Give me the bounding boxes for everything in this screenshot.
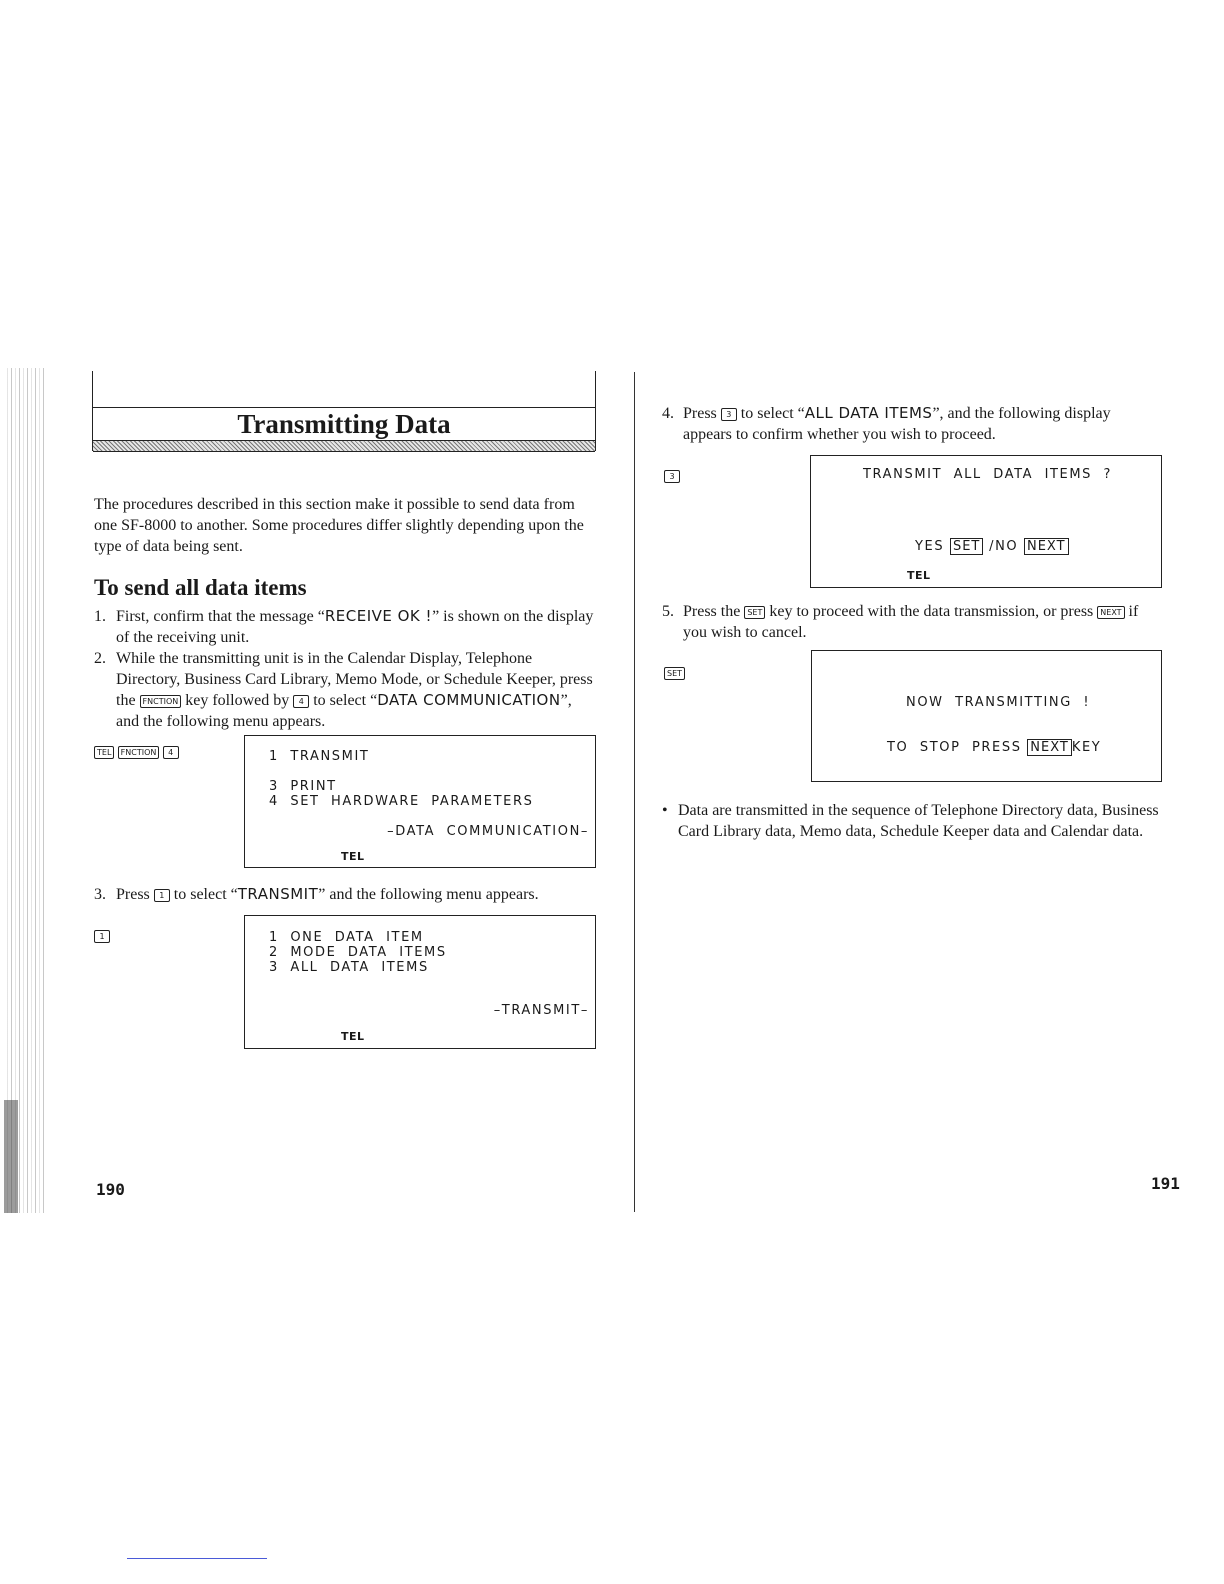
lcd-line-1: NOW TRANSMITTING ! bbox=[906, 695, 1091, 710]
lcd-to-stop: TO STOP PRESS bbox=[887, 740, 1022, 755]
lcd-yes-no bbox=[915, 539, 1069, 554]
step-2-text bbox=[116, 648, 596, 732]
step-4-post: ”, and the following display appears to confirm whether you wish to proceed. bbox=[683, 405, 1111, 443]
step-4-text bbox=[683, 403, 1162, 445]
step-4-pre: Press bbox=[683, 405, 717, 422]
key-1-icon: 1 bbox=[94, 930, 110, 943]
tel-key-icon: TEL bbox=[94, 746, 114, 759]
lcd-mode-indicator: TEL bbox=[341, 1030, 365, 1043]
step-3 bbox=[94, 884, 596, 905]
next-key-icon: NEXT bbox=[1027, 739, 1072, 756]
step-4 bbox=[662, 403, 1162, 445]
step-3-pre: Press bbox=[116, 886, 150, 903]
lcd-stop-line bbox=[887, 740, 1101, 755]
message-receive-ok: RECEIVE OK ! bbox=[324, 607, 433, 625]
step-5 bbox=[662, 601, 1162, 643]
bullet: • bbox=[662, 802, 668, 819]
step-1-post: ” is shown on the display of the receiving unit. bbox=[116, 608, 594, 646]
lcd-transmit-menu bbox=[244, 915, 596, 1049]
lcd-key-word: KEY bbox=[1071, 740, 1102, 755]
step-3-mid: to select “ bbox=[173, 886, 238, 903]
lcd-now-transmitting bbox=[811, 650, 1162, 782]
lcd-data-communication bbox=[244, 735, 596, 868]
lcd-footer: –DATA COMMUNICATION– bbox=[387, 824, 589, 839]
title-band bbox=[93, 440, 595, 452]
page-number-right: 191 bbox=[1151, 1174, 1180, 1193]
keys-row-1 bbox=[94, 744, 179, 760]
step-2-post: ”, and the following menu appears. bbox=[116, 692, 572, 730]
step-3-post: ” and the following menu appears. bbox=[318, 886, 539, 903]
set-key-icon: SET bbox=[950, 538, 983, 555]
step-2-mid2: to select “ bbox=[313, 692, 378, 709]
lcd-line-2: 2 MODE DATA ITEMS bbox=[269, 945, 447, 960]
title-rule bbox=[93, 407, 595, 408]
lcd-footer: –TRANSMIT– bbox=[493, 1003, 589, 1018]
page-number-left: 190 bbox=[96, 1180, 125, 1199]
step-2-mid: key followed by bbox=[185, 692, 290, 709]
step-5-text bbox=[683, 601, 1162, 643]
note-text: Data are transmitted in the sequence of Telephone Directory data, Business Card Library data, Memo data, Schedule Keeper data and Calendar data. bbox=[678, 802, 1159, 840]
step-1-pre: First, confirm that the message “ bbox=[116, 608, 325, 625]
key-4-icon: 4 bbox=[163, 746, 179, 759]
lcd-line-3: 3 PRINT bbox=[269, 779, 337, 794]
step-5-pre: Press the bbox=[683, 603, 741, 620]
binding-edge bbox=[4, 368, 44, 1213]
lcd-line-4: 4 SET HARDWARE PARAMETERS bbox=[269, 794, 534, 809]
lcd-line-1: 1 TRANSMIT bbox=[269, 749, 370, 764]
step-5-mid: key to proceed with the data transmission, or press bbox=[769, 603, 1094, 620]
step-2-pre: While the transmitting unit is in the Calendar Display, Telephone Directory, Business Card Library, Memo Mode, or Schedule Keeper, press the bbox=[116, 650, 593, 709]
key-1-icon: 1 bbox=[154, 889, 170, 902]
bottom-rule bbox=[127, 1558, 267, 1559]
binding-shadow bbox=[4, 1100, 18, 1213]
menu-all-data-items: ALL DATA ITEMS bbox=[804, 404, 933, 422]
menu-transmit: TRANSMIT bbox=[237, 885, 319, 903]
title-box bbox=[92, 371, 596, 451]
set-key-icon: SET bbox=[744, 606, 765, 619]
step-3-number: 3. bbox=[94, 886, 106, 903]
lcd-line-1: TRANSMIT ALL DATA ITEMS ? bbox=[863, 467, 1112, 482]
menu-data-communication: DATA COMMUNICATION bbox=[377, 691, 561, 709]
step-4-mid: to select “ bbox=[740, 405, 805, 422]
lcd-line-1: 1 ONE DATA ITEM bbox=[269, 930, 424, 945]
step-2-number: 2. bbox=[94, 650, 106, 667]
step-4-number: 4. bbox=[662, 405, 674, 422]
step-2 bbox=[94, 648, 596, 732]
key-3-icon: 3 bbox=[664, 470, 680, 483]
page-title: Transmitting Data bbox=[237, 409, 451, 439]
step-3-text bbox=[116, 884, 596, 905]
lcd-line-3: 3 ALL DATA ITEMS bbox=[269, 960, 429, 975]
step-1 bbox=[94, 606, 596, 648]
keys-row-2 bbox=[94, 928, 110, 944]
page-gutter bbox=[634, 372, 635, 1212]
lcd-yes: YES bbox=[915, 539, 945, 554]
lcd-confirm-transmit bbox=[810, 455, 1162, 588]
next-key-icon: NEXT bbox=[1024, 538, 1069, 555]
fnction-key-icon: FNCTION bbox=[140, 695, 182, 708]
intro-paragraph: The procedures described in this section make it possible to send data from one SF-8000 to another. Some procedures differ slightly depending upon the type of data being sent. bbox=[94, 496, 584, 555]
step-5-number: 5. bbox=[662, 603, 674, 620]
set-key-icon: SET bbox=[664, 667, 685, 680]
keys-row-4 bbox=[664, 665, 685, 681]
fnction-key-icon: FNCTION bbox=[118, 746, 160, 759]
next-key-icon: NEXT bbox=[1097, 606, 1124, 619]
lcd-mode-indicator: TEL bbox=[907, 569, 931, 582]
step-5-post: if you wish to cancel. bbox=[683, 603, 1139, 641]
lcd-no: /NO bbox=[989, 539, 1019, 554]
lcd-mode-indicator: TEL bbox=[341, 850, 365, 863]
key-4-icon: 4 bbox=[293, 695, 309, 708]
key-3-icon: 3 bbox=[721, 408, 737, 421]
keys-row-3 bbox=[664, 468, 680, 484]
step-1-text bbox=[116, 606, 596, 648]
note-item bbox=[662, 800, 1164, 842]
section-heading: To send all data items bbox=[94, 575, 307, 600]
step-1-number: 1. bbox=[94, 608, 106, 625]
